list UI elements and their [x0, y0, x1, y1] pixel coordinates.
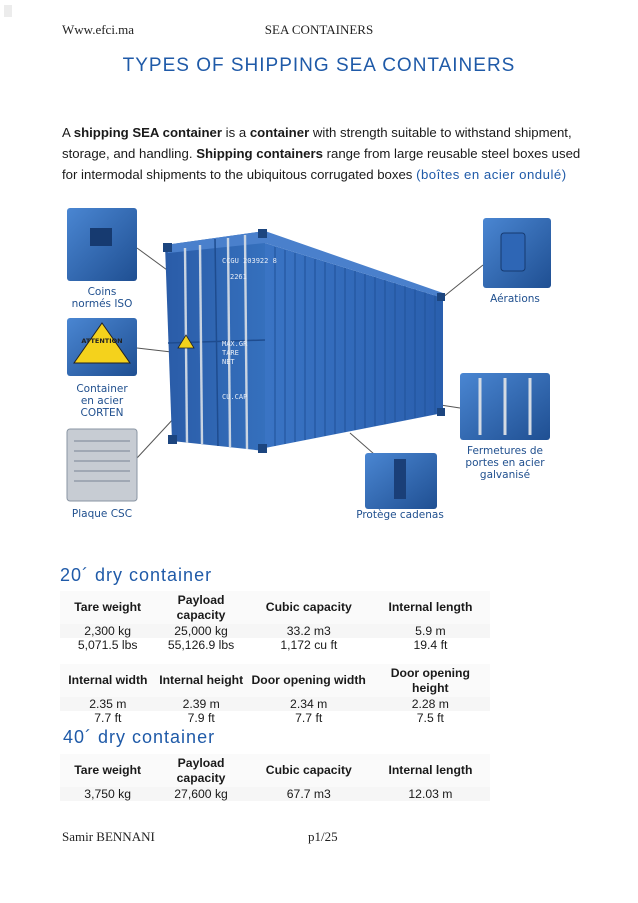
intro-bold-1: shipping SEA container — [73, 125, 222, 140]
padlock-guard-bar — [394, 459, 406, 499]
label-container-2: en acier — [80, 395, 124, 407]
th-internal-length: Internal length — [371, 591, 490, 624]
marking-maxgr: MAX.GR — [222, 340, 248, 348]
table-row — [60, 638, 490, 652]
marking-id: CCGU 203922 8 — [222, 257, 277, 265]
marking-net: NET — [222, 358, 235, 366]
th-cubic: Cubic capacity — [247, 591, 371, 624]
table-row — [60, 624, 490, 638]
heading-40-dry: 40´ dry container — [63, 727, 216, 747]
th-tare-weight: Tare weight — [60, 754, 155, 787]
table-cell: 7.5 ft — [371, 711, 490, 725]
table-40-dry — [60, 754, 490, 801]
table-cell: 19.4 ft — [371, 638, 490, 652]
intro-paragraph — [62, 122, 582, 185]
th-cubic: Cubic capacity — [247, 754, 371, 787]
label-coins-2: normés ISO — [71, 298, 133, 310]
container-diagram — [60, 203, 580, 538]
table-cell: 1,172 cu ft — [247, 638, 371, 652]
table-cell: 67.7 m3 — [247, 787, 371, 801]
inset-csc-plate — [67, 429, 137, 501]
footer-page-number: p1/25 — [308, 829, 338, 844]
table-cell: 12.03 m — [371, 787, 490, 801]
th-tare-weight: Tare weight — [60, 591, 155, 624]
table-cell: 2.34 m — [247, 697, 371, 711]
th-internal-width: Internal width — [60, 664, 156, 697]
label-coins-1: Coins — [87, 286, 117, 298]
th-internal-length: Internal length — [371, 754, 490, 787]
th-payload: Payload capacity — [155, 754, 246, 787]
heading-20-dry: 20´ dry container — [60, 565, 213, 585]
th-internal-height: Internal height — [156, 664, 247, 697]
intro-text-2: is a — [221, 125, 250, 140]
table-row — [60, 787, 490, 801]
label-plaque: Plaque CSC — [71, 508, 133, 520]
label-fermetures-3: galvanisé — [479, 469, 531, 481]
table-cell: 2.39 m — [156, 697, 247, 711]
intro-bold-2: container — [249, 125, 310, 140]
table-row — [60, 697, 490, 711]
vent-cover — [501, 233, 525, 271]
table-row — [60, 711, 490, 725]
table-cell: 5,071.5 lbs — [60, 638, 155, 652]
table-cell: 27,600 kg — [155, 787, 246, 801]
label-container-3: CORTEN — [80, 407, 124, 419]
label-container-1: Container — [76, 383, 128, 395]
marking-code: 2261 — [230, 273, 247, 281]
label-fermetures-1: Fermetures de — [467, 445, 543, 457]
table-cell: 33.2 m3 — [247, 624, 371, 638]
attention-text: ATTENTION — [81, 337, 123, 345]
table-cell: 55,126.9 lbs — [155, 638, 246, 652]
table-cell: 7.7 ft — [247, 711, 371, 725]
container-side-panel — [265, 243, 443, 448]
footer-author: Samir BENNANI — [62, 829, 155, 844]
intro-bold-3: Shipping containers — [196, 146, 323, 161]
table-cell: 2.28 m — [371, 697, 490, 711]
page-title: TYPES OF SHIPPING SEA CONTAINERS — [122, 55, 516, 76]
header-doc-title: SEA CONTAINERS — [264, 22, 374, 37]
table-cell: 7.7 ft — [60, 711, 156, 725]
header-site: Www.efci.ma — [62, 22, 135, 37]
intro-text-3: with strength suitable to withstand shipment, storage, and handling. — [62, 125, 572, 161]
table-cell: 3,750 kg — [60, 787, 155, 801]
label-fermetures-2: portes en acier — [465, 457, 545, 469]
intro-text-1: A — [62, 125, 74, 140]
table-cell: 7.9 ft — [156, 711, 247, 725]
marking-cucap: CU.CAP — [222, 393, 248, 401]
table-20-dry-b — [60, 664, 490, 725]
inset-iso-corner-hole — [90, 228, 112, 246]
table-cell: 5.9 m — [371, 624, 490, 638]
th-payload: Payload capacity — [155, 591, 246, 624]
label-protege: Protège cadenas — [356, 509, 444, 521]
intro-text-4: range from large reusable steel boxes used for intermodal shipments to the ubiquitous corrugated boxes — [62, 146, 581, 182]
table-20-dry-a — [60, 591, 490, 652]
page-corner-mark — [4, 5, 12, 17]
label-aerations: Aérations — [490, 293, 540, 305]
intro-french-term: (boîtes en acier ondulé) — [416, 167, 567, 182]
table-cell: 25,000 kg — [155, 624, 246, 638]
th-door-height: Door opening height — [371, 664, 490, 697]
marking-tare: TARE — [222, 349, 239, 357]
table-cell: 2.35 m — [60, 697, 156, 711]
th-door-width: Door opening width — [247, 664, 371, 697]
table-cell: 2,300 kg — [60, 624, 155, 638]
